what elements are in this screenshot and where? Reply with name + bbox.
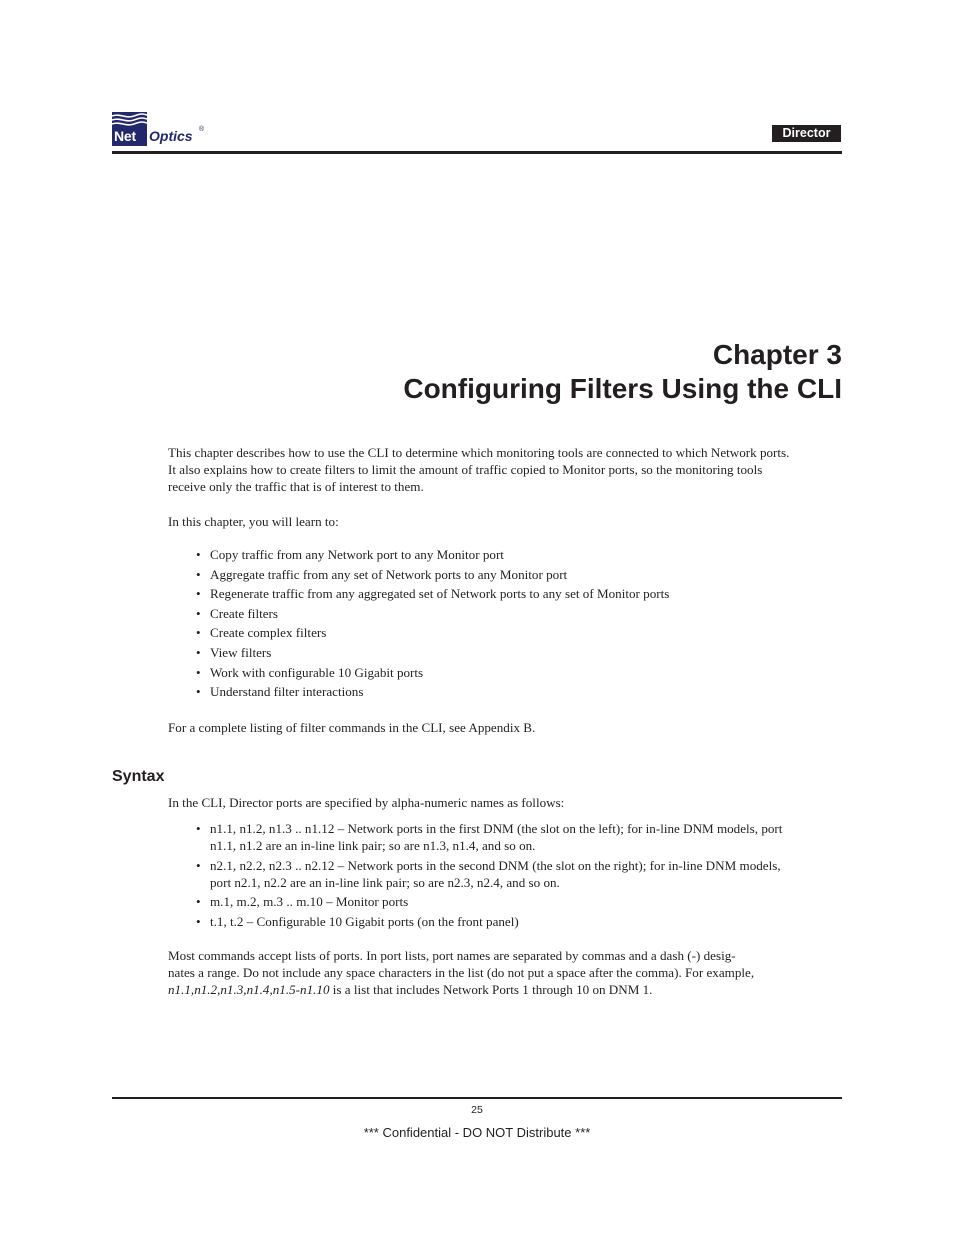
footer-divider [112, 1097, 842, 1099]
bullet-icon: • [196, 605, 201, 621]
bullet-icon: • [196, 894, 201, 909]
page-number: 25 [471, 1104, 483, 1116]
logo-wave-icon [112, 112, 147, 146]
bullet-icon: • [196, 664, 201, 680]
bullet-icon: • [196, 625, 201, 641]
intro-line: receive only the traffic that is of interest to them. [168, 479, 424, 494]
confidential-notice: *** Confidential - DO NOT Distribute *** [363, 1125, 591, 1140]
syntax-lead: In the CLI, Director ports are specified by alpha-numeric names as follows: [168, 795, 565, 810]
syntax-heading: Syntax [112, 768, 165, 785]
reference-paragraph: For a complete listing of filter commands in the CLI, see Appendix B. [168, 720, 536, 735]
intro-paragraph [168, 444, 843, 495]
list-item: • Understand filter interactions [196, 682, 669, 702]
list-item: • View filters [196, 643, 669, 663]
intro-line: This chapter describes how to use the CLI to determine which monitoring tools are connected to which Network ports. [168, 445, 790, 460]
list-item: • m.1, m.2, m.3 .. m.10 – Monitor ports [196, 894, 409, 909]
chapter-number: Chapter 3 [712, 339, 842, 370]
list-item: • Regenerate traffic from any aggregated set of Network ports to any set of Monitor ports [196, 584, 669, 604]
bullet-icon: • [196, 586, 201, 602]
registered-mark: ® [199, 126, 205, 133]
list-item: • t.1, t.2 – Configurable 10 Gigabit ports (on the front panel) [196, 913, 519, 929]
netoptics-logo [112, 112, 222, 148]
list-item: • Copy traffic from any Network port to any Monitor port [196, 545, 669, 565]
chapter-title: Configuring Filters Using the CLI [403, 373, 842, 404]
bullet-icon: • [196, 547, 201, 562]
list-item: • n2.1, n2.2, n2.3 .. n2.12 – Network ports in the second DNM (the slot on the right); for in-line DNM models, port n2.1, n2.2 are an in-line link pair; so are n2.3, n2.4, and so on. [196, 857, 781, 890]
bullet-icon: • [196, 684, 201, 700]
learn-list [196, 545, 669, 702]
bullet-icon: • [196, 821, 201, 836]
port-lists-paragraph: Most commands accept lists of ports. In port lists, port names are separated by commas and a dash (-) desig- nates a range. Do not include any space characters in the list (do not put a space after the comma). For example, n1.1,n1.2,n1.3,n1.4,n1.5-n1.10 is a list that includes Network Ports 1 through 10 on DNM 1. [168, 948, 755, 997]
list-item: • Aggregate traffic from any set of Network ports to any Monitor port [196, 565, 669, 585]
intro-line: It also explains how to create filters to limit the amount of traffic copied to Monitor ports, so the monitoring tools [168, 462, 763, 477]
bullet-icon: • [196, 857, 201, 873]
learn-lead: In this chapter, you will learn to: [168, 514, 339, 529]
bullet-icon: • [196, 566, 201, 582]
list-item: • n1.1, n1.2, n1.3 .. n1.12 – Network ports in the first DNM (the slot on the left); for in-line DNM models, port n1.1, n1.2 are an in-line link pair; so are n1.3, n1.4, and so on. [196, 821, 783, 853]
list-item: • Create filters [196, 604, 669, 624]
list-item: • Create complex filters [196, 623, 669, 643]
syntax-list [196, 820, 782, 932]
section-tag: Director [772, 125, 841, 142]
header-divider [112, 151, 842, 154]
logo-text-net: Net [114, 128, 136, 144]
bullet-icon: • [196, 913, 201, 929]
port-list-example: n1.1,n1.2,n1.3,n1.4,n1.5-n1.10 [168, 982, 330, 997]
bullet-icon: • [196, 644, 201, 660]
list-item: • Work with configurable 10 Gigabit ports [196, 663, 669, 683]
logo-text-optics: Optics [149, 128, 193, 144]
